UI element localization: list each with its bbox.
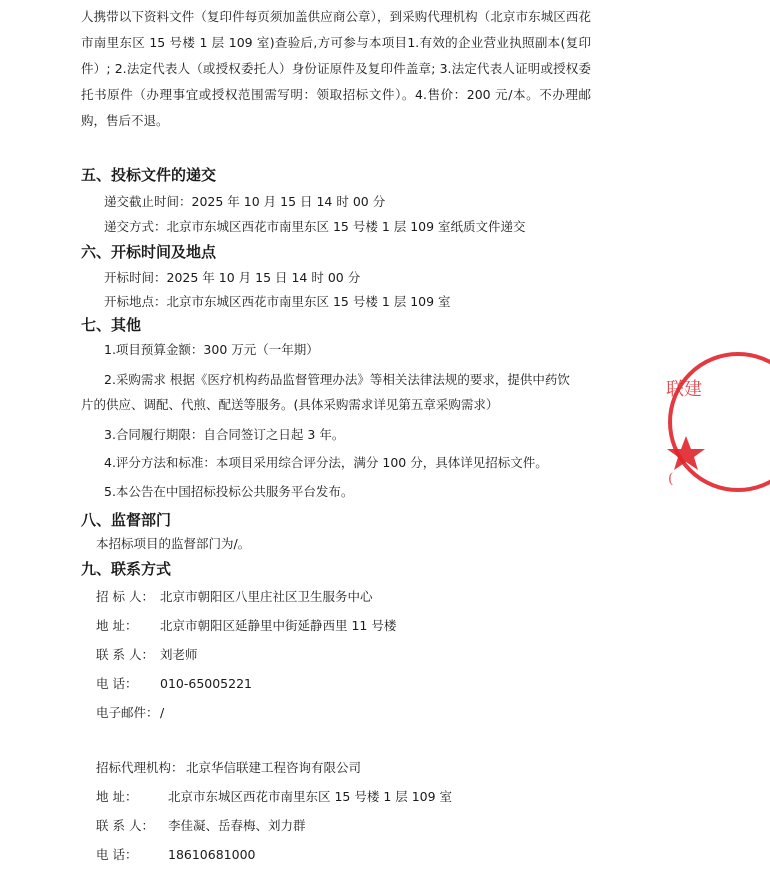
email-value: / [160, 705, 165, 720]
buyer-label: 招 标 人： [96, 589, 154, 604]
address-label: 地 址： [96, 618, 138, 633]
intro-paragraph: 人携带以下资料文件（复印件每页须加盖供应商公章），到采购代理机构（北京市东城区西花市南里东区 15 号楼 1 层 109 室)查验后,方可参与本项目1.有效的企业营业执照副本(复印件）; 2.法定代表人（或授权委托人）身份证原件及复印件盖章; 3.法定代表人证明或授权委托书原件（办理事宜或授权范围需写明：领取招标文件）。4.售价：200 元/本。不办理邮购，售后不退。 [81, 9, 591, 128]
other-item-4: 4.评分方法和标准：本项目采用综合评分法，满分 100 分，具体详见招标文件。 [104, 455, 548, 470]
submission-deadline: 递交截止时间：2025 年 10 月 15 日 14 时 00 分 [104, 194, 386, 209]
contact-label: 联 系 人： [96, 647, 154, 662]
email-label: 电子邮件： [96, 705, 159, 720]
address-value: 北京市朝阳区延静里中街延静西里 11 号楼 [160, 618, 397, 633]
section-6-heading: 六、开标时间及地点 [81, 243, 217, 261]
agent-contact-label: 联 系 人： [96, 818, 154, 833]
submission-method: 递交方式：北京市东城区西花市南里东区 15 号楼 1 层 109 室纸质文件递交 [104, 219, 526, 234]
agent-address-label: 地 址： [96, 789, 138, 804]
agent-contact-value: 李佳凝、岳春梅、刘力群 [168, 818, 306, 833]
opening-place: 开标地点：北京市东城区西花市南里东区 15 号楼 1 层 109 室 [104, 294, 451, 309]
agent-value: 北京华信联建工程咨询有限公司 [186, 760, 362, 775]
svg-text:(: ( [668, 471, 674, 487]
section-5-heading: 五、投标文件的递交 [81, 166, 217, 184]
agent-label: 招标代理机构： [96, 760, 184, 775]
company-seal [660, 350, 770, 500]
section-8-heading: 八、监督部门 [81, 511, 172, 529]
phone-value: 010-65005221 [160, 676, 252, 691]
section-9-heading: 九、联系方式 [81, 560, 172, 578]
agent-phone-label: 电 话： [96, 847, 138, 862]
other-item-1: 1.项目预算金额：300 万元（一年期） [104, 342, 319, 357]
other-item-3: 3.合同履行期限：自合同签订之日起 3 年。 [104, 427, 345, 442]
seal-text: 联建 [666, 379, 702, 400]
other-item-2: 2.采购需求 根据《医疗机构药品监督管理办法》等相关法律法规的要求，提供中药饮 [104, 372, 570, 387]
agent-address-value: 北京市东城区西花市南里东区 15 号楼 1 层 109 室 [168, 789, 453, 804]
agent-phone-value: 18610681000 [168, 847, 256, 862]
other-item-5: 5.本公告在中国招标投标公共服务平台发布。 [104, 484, 354, 499]
contact-value: 刘老师 [160, 647, 198, 662]
other-item-2-cont: 片的供应、调配、代煎、配送等服务。(具体采购需求详见第五章采购需求） [81, 397, 499, 412]
supervision-text: 本招标项目的监督部门为/。 [96, 536, 251, 551]
buyer-value: 北京市朝阳区八里庄社区卫生服务中心 [160, 589, 373, 604]
phone-label: 电 话： [96, 676, 138, 691]
opening-time: 开标时间：2025 年 10 月 15 日 14 时 00 分 [104, 270, 361, 285]
section-7-heading: 七、其他 [81, 316, 142, 334]
